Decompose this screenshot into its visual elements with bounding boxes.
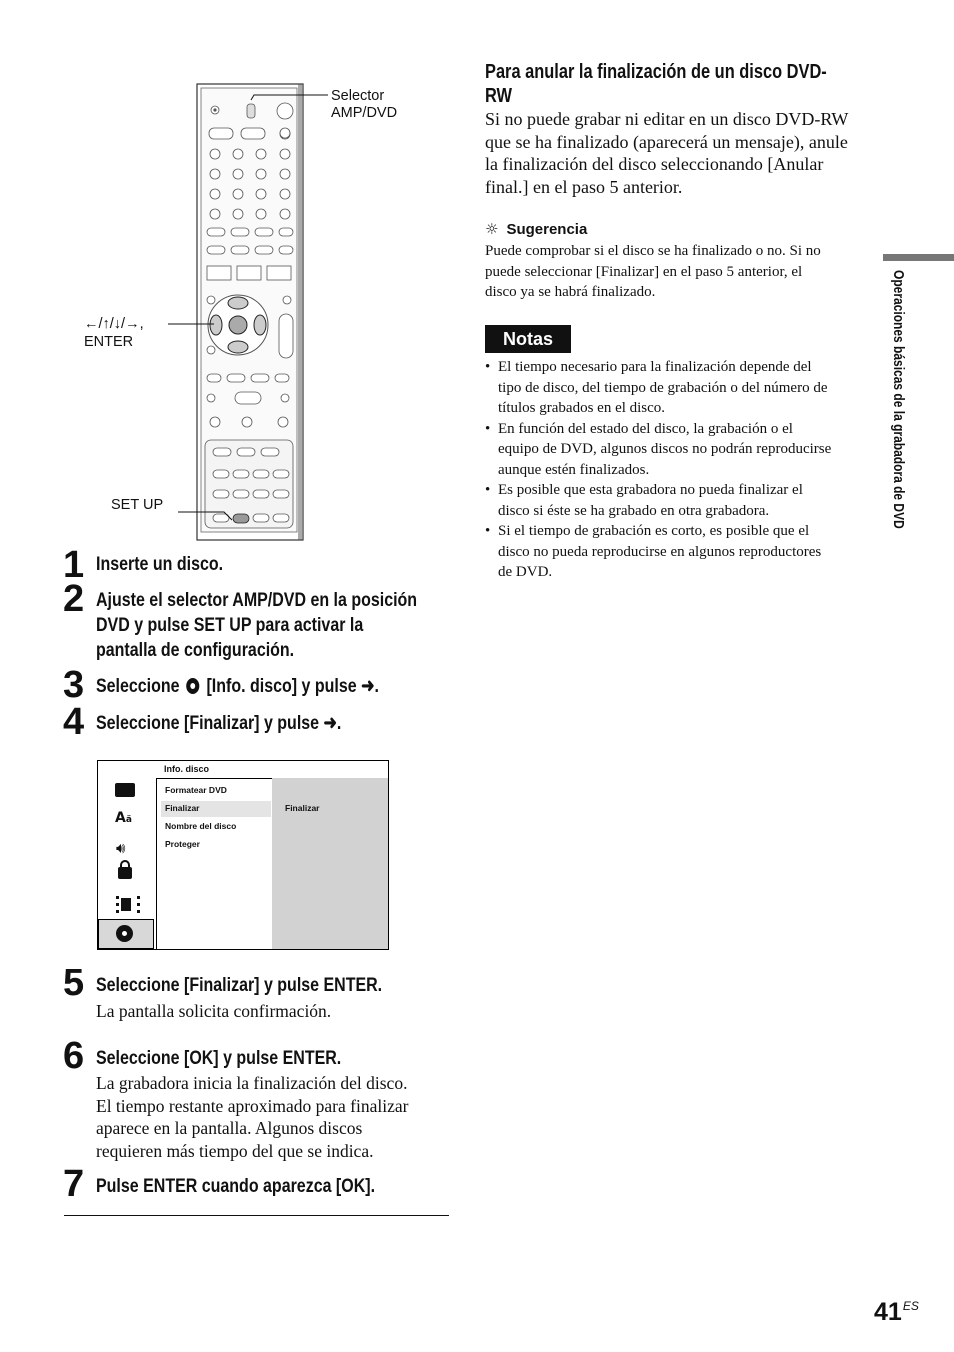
list-item: • Es posible que esta grabadora no pueda finalizar el disco si éste se ha grabado en otra grabadora. (485, 480, 875, 521)
step-number: 4 (63, 701, 85, 743)
list-item: • En función del estado del disco, la grabación o el equipo de DVD, algunos discos no podrán reproducirse aunque estén finalizados. (485, 419, 875, 481)
tip-header (485, 220, 587, 239)
menu-selected-value: Finalizar (285, 803, 320, 813)
side-tab: Operaciones básicas de la grabadora de DVD (890, 270, 907, 529)
enter-label: ENTER (84, 334, 134, 350)
menu-item[interactable]: Formatear DVD (165, 785, 227, 795)
notes-badge: Notas (485, 325, 571, 353)
disc-info-menu (97, 760, 389, 950)
right-arrow-icon: ➜ (323, 712, 337, 734)
step-title: Ajuste el selector AMP/DVD en la posición DVD y pulse SET UP para activar la pantalla de configuración. (96, 589, 418, 661)
step-title: Pulse ENTER cuando aparezca [OK]. (96, 1175, 376, 1197)
notes-list (485, 357, 875, 583)
step-title: Seleccione [Finalizar] y pulse ENTER. (96, 974, 383, 996)
step-number: 1 (63, 544, 85, 586)
step-number: 7 (63, 1163, 85, 1205)
page-number: $41^{ES}$ (874, 1298, 919, 1326)
menu-item[interactable]: Proteger (165, 839, 200, 849)
tip-title: Sugerencia (506, 221, 588, 238)
step-title: Seleccione [Finalizar] y pulse ➜. (96, 712, 342, 734)
arrows-label: ←/↑/↓/→, (84, 316, 144, 332)
side-tab-bar (883, 254, 954, 261)
section-body: Si no puede grabar ni editar en un disco DVD-RW que se ha finalizado (aparecerá un mensaje), anule la finalización del disco seleccionando [Anular final.] en el paso 5 anterior. (485, 109, 849, 197)
selector-label: Selector AMP/DVD (331, 88, 398, 121)
section-heading: Para anular la finalización de un disco DVD- RW (485, 61, 827, 107)
language-icon: Aä (115, 810, 132, 826)
lightbulb-icon: ☼ (485, 220, 499, 238)
film-icon (116, 896, 140, 913)
right-arrow-icon: ➜ (361, 675, 375, 697)
lock-icon (118, 867, 132, 879)
list-item: • El tiempo necesario para la finalización depende del tipo de disco, del tiempo de grabación o del número de títulos grabados en el disco. (485, 357, 875, 419)
step-number: 2 (63, 578, 85, 620)
menu-item[interactable]: Nombre del disco (165, 821, 237, 831)
speaker-icon: 🔊︎ (116, 839, 126, 857)
menu-item-selected[interactable]: Finalizar (165, 803, 200, 813)
toolbox-icon (115, 783, 135, 797)
list-item: • Si el tiempo de grabación es corto, es posible que el disco no pueda reproducirse en algunos reproductores de DVD. (485, 521, 875, 583)
divider (64, 1215, 449, 1216)
tip-body: Puede comprobar si el disco se ha finalizado o no. Si no puede seleccionar [Finalizar] en el paso 5 anterior, el disco ya se habrá finalizado. (485, 243, 821, 300)
callout-lines (0, 0, 460, 540)
step-title: Seleccione [OK] y pulse ENTER. (96, 1047, 342, 1069)
step-title: Seleccione [Info. disco] y pulse ➜. (96, 675, 379, 697)
step-number: 6 (63, 1035, 85, 1077)
step-number: 5 (63, 962, 85, 1004)
disc-icon (116, 925, 133, 942)
setup-label: SET UP (111, 497, 164, 513)
step-number: 3 (63, 664, 85, 706)
step-body: La pantalla solicita confirmación. (96, 1001, 332, 1021)
step-body: La grabadora inicia la finalización del disco. El tiempo restante aproximado para finalizar aparece en la pantalla. Algunos discos requieren más tiempo del que se indica. (96, 1073, 409, 1161)
disc-icon (186, 678, 199, 694)
step-title: Inserte un disco. (96, 553, 224, 575)
menu-title: Info. disco (164, 764, 209, 774)
